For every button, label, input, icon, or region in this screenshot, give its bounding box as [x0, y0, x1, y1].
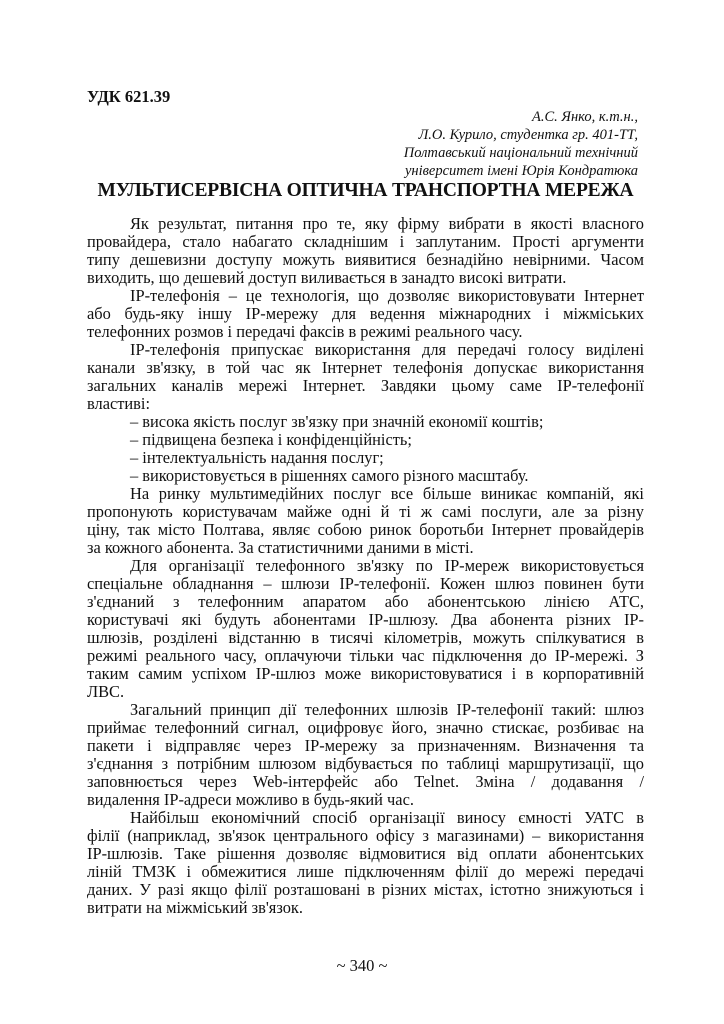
paragraph [87, 341, 644, 413]
affiliation-line: Полтавський національний технічний [403, 145, 638, 161]
paragraph [87, 809, 644, 917]
text-line: ліній ТМЗК і обмежитися лише підключенням філії до мережі передачі [87, 862, 644, 881]
text-line: виходить, що дешевий доступ виливається в занадто високі витрати. [87, 268, 567, 287]
article-body [87, 215, 644, 917]
text-line: приймає телефонний сигнал, оцифровує його, значно стискає, розбиває на [87, 718, 644, 737]
text-line: таким самим успіхом IP-шлюз може використовуватися і в корпоративній [87, 664, 644, 683]
paragraph [87, 701, 644, 809]
text-line: або будь-яку іншу IP-мережу для ведення міжнародних і міжміських [87, 304, 644, 323]
list-item: – висока якість послуг зв'язку при значній економії коштів; [130, 412, 544, 431]
list-item: – інтелектуальність надання послуг; [130, 448, 384, 467]
text-line: за кожного абонента. За статистичними даними в місті. [87, 538, 474, 557]
article-title: МУЛЬТИСЕРВІСНА ОПТИЧНА ТРАНСПОРТНА МЕРЕЖА [97, 180, 634, 201]
text-line: режимі реального часу, оплачуючи тільки час підключення до IP-мережі. З [87, 646, 644, 665]
list-item: – підвищена безпека і конфіденційність; [130, 430, 412, 449]
text-line: витрати на міжміський зв'язок. [87, 898, 303, 917]
text-line: Як результат, питання про те, яку фірму вибрати в якості власного [130, 214, 644, 233]
text-line: властиві: [87, 394, 151, 413]
text-line: ціну, так місто Полтава, являє собою ринок боротьби Інтернет провайдерів [87, 520, 644, 539]
text-line: спеціальне обладнання – шлюзи IP-телефонії. Кожен шлюз повинен бути [87, 574, 644, 593]
text-line: заповнюється через Web-інтерфейс або Telnet. Зміна / додавання / [87, 772, 644, 791]
paragraph [87, 287, 644, 341]
text-line: IP-телефонія припускає використання для передачі голосу виділені [130, 340, 644, 359]
text-line: пропонують користувачам майже одні й ті ж самі послуги, але за різну [87, 502, 644, 521]
author-line: Л.О. Курило, студентка гр. 401-ТТ, [418, 127, 638, 143]
text-line: типу дешевизни доступу можуть виявитися безнадійно невірними. Часом [87, 250, 644, 269]
text-line: Для організації телефонного зв'язку по IP-мереж використовується [130, 556, 644, 575]
text-line: видалення IP-адреси можливо в будь-який час. [87, 790, 414, 809]
bullet-list [87, 413, 644, 485]
page-number: ~ 340 ~ [336, 956, 388, 975]
text-line: Найбільш економічний спосіб організації виносу ємності УАТС в [130, 808, 644, 827]
text-line: шлюзів, розділені відстанню в тисячі кілометрів, можуть спілкуватися в [87, 628, 644, 647]
text-line: загальних каналів мережі Інтернет. Завдяки цьому саме IP-телефонії [87, 376, 644, 395]
author-line: А.С. Янко, к.т.н., [532, 109, 638, 125]
paragraph [87, 485, 644, 557]
affiliation-line: університет імені Юрія Кондратюка [404, 163, 638, 179]
list-item: – використовується в рішеннях самого різного масштабу. [130, 466, 529, 485]
text-line: пакети і відправляє через IP-мережу за призначенням. Визначення та [87, 736, 644, 755]
text-line: IP-шлюзів. Таке рішення дозволяє відмовитися від оплати абонентських [87, 844, 644, 863]
paragraph [87, 215, 644, 287]
paragraph [87, 557, 644, 701]
text-line: філії (наприклад, зв'язок центрального офісу з магазинами) – використання [87, 826, 644, 845]
text-line: ЛВС. [87, 682, 125, 701]
text-line: IP-телефонія – це технологія, що дозволяє використовувати Інтернет [130, 286, 644, 305]
text-line: користувачі які будуть абонентами IP-шлюзу. Два абонента різних IP- [87, 610, 644, 629]
udk-code: УДК 621.39 [87, 87, 171, 106]
text-line: телефонних розмов і передачі факсів в режимі реального часу. [87, 322, 523, 341]
text-line: канали зв'язку, в той час як Інтернет телефонія допускає використання [87, 358, 644, 377]
text-line: На ринку мультимедійних послуг все більше виникає компаній, які [130, 484, 644, 503]
authors-block [404, 108, 638, 180]
text-line: Загальний принцип дії телефонних шлюзів IP-телефонії такий: шлюз [130, 700, 644, 719]
text-line: даних. У разі якщо філії розташовані в різних містах, істотно знижуються і [87, 880, 644, 899]
text-line: провайдера, стало набагато складнішим і заплутаним. Прості аргументи [87, 232, 644, 251]
text-line: з'єднання з потрібним шлюзом відбувається по таблиці маршрутизації, що [87, 754, 644, 773]
text-line: з'єднаний з телефонним апаратом або абонентською лінією АТС, [87, 592, 644, 611]
